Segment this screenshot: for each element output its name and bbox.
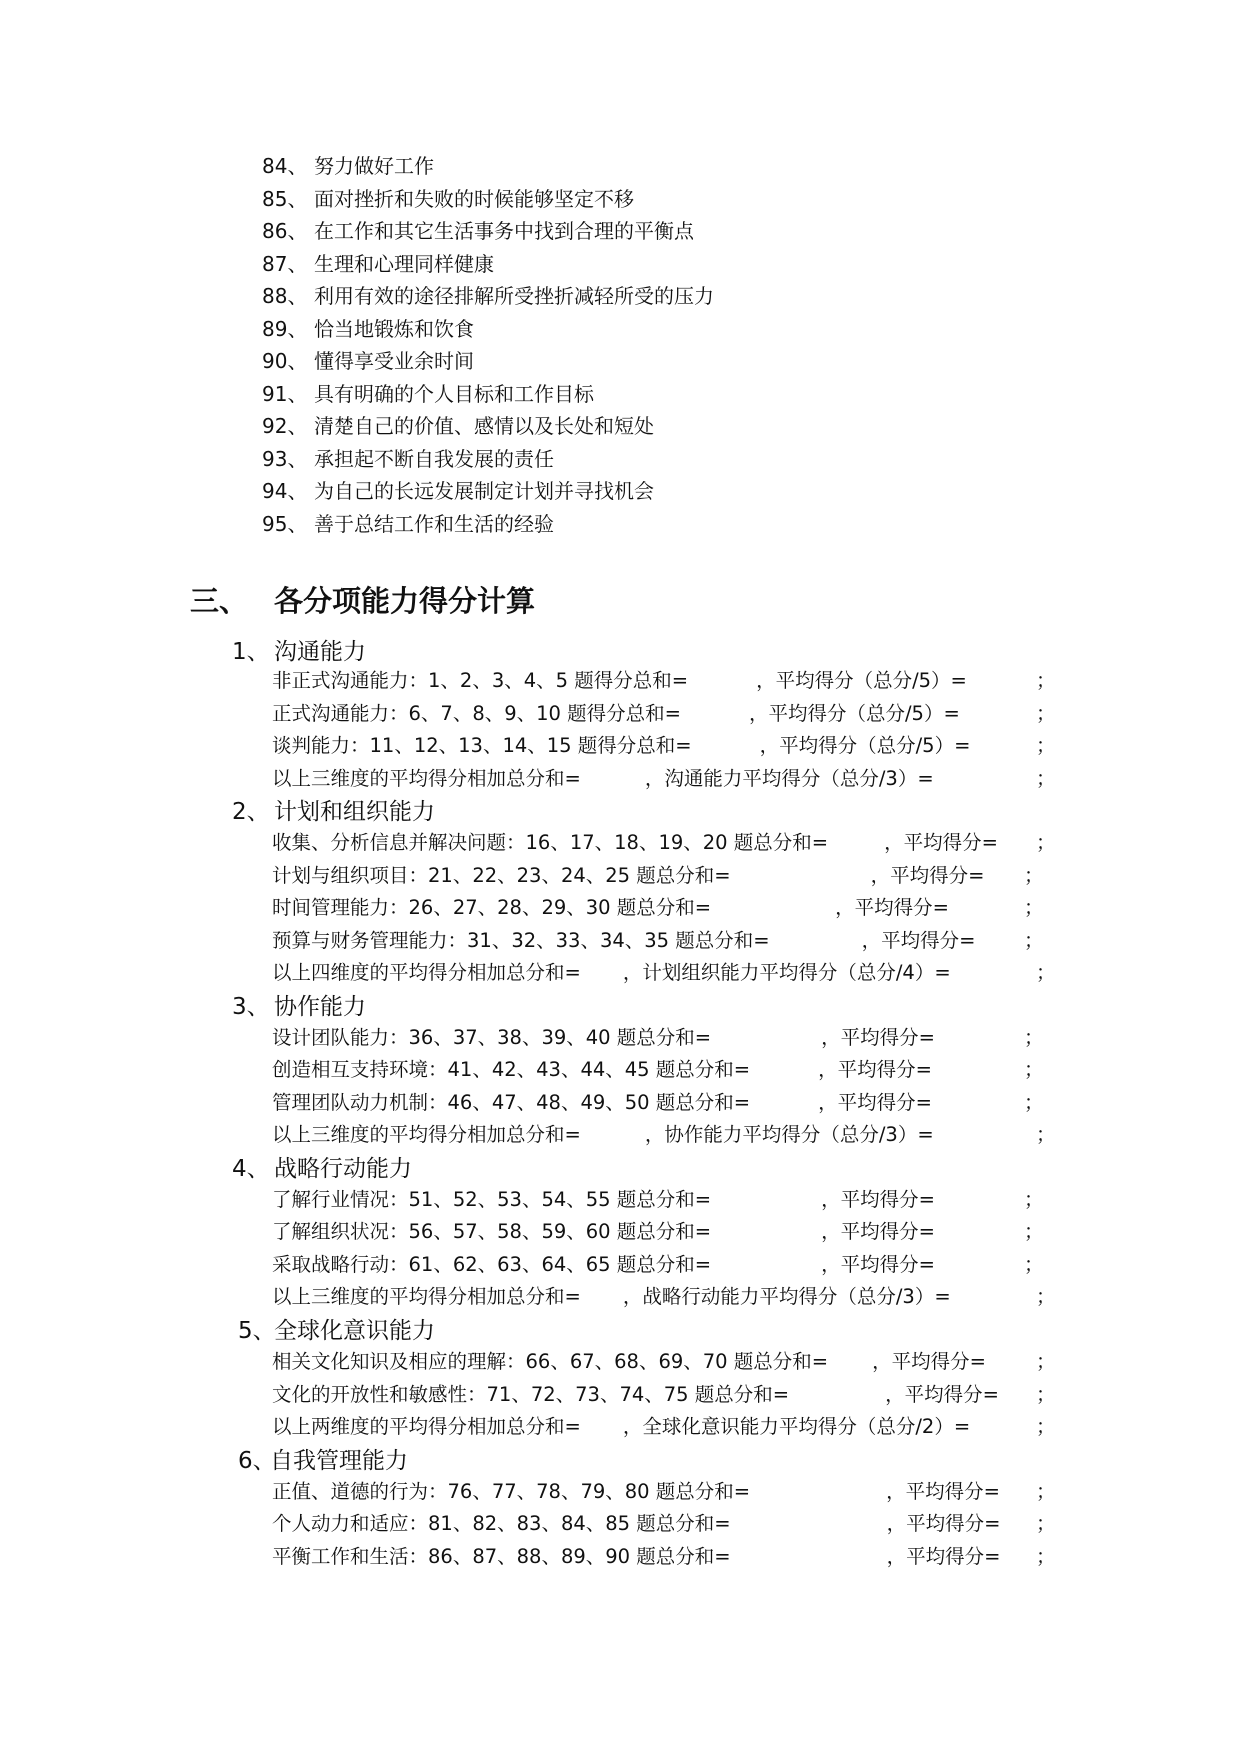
question-item — [262, 414, 654, 438]
question-item — [262, 219, 694, 243]
question-number: 90、 — [262, 349, 308, 373]
score-average-label: ，协作能力平均得分（总分/3）= — [644, 1123, 934, 1146]
score-sum-label: 以上三维度的平均得分相加总分和= — [272, 1123, 581, 1146]
question-text: 为自己的长远发展制定计划并寻找机会 — [314, 479, 654, 503]
subsection-heading — [232, 1155, 412, 1183]
subsection-title: 协作能力 — [274, 994, 366, 1020]
question-number: 94、 — [262, 479, 308, 503]
line-end-semicolon: ； — [1036, 734, 1056, 757]
score-line — [272, 1383, 999, 1407]
score-average-label: ，平均得分（总分/5）= — [748, 702, 960, 725]
score-average-label: ，全球化意识能力平均得分（总分/2）= — [622, 1415, 971, 1438]
score-sum-label: 时间管理能力：26、27、28、29、30 题总分和= — [272, 896, 712, 919]
subsection-number: 6、 — [238, 1448, 276, 1474]
subsection-title: 战略行动能力 — [274, 1156, 412, 1182]
score-line — [272, 1480, 1000, 1504]
line-end-semicolon: ； — [1036, 1512, 1056, 1535]
question-text: 面对挫折和失败的时候能够坚定不移 — [314, 187, 634, 211]
line-end-semicolon: ； — [1036, 1350, 1056, 1373]
question-text: 利用有效的途径排解所受挫折减轻所受的压力 — [314, 284, 714, 308]
line-end-semicolon: ； — [1036, 1480, 1056, 1503]
question-number: 88、 — [262, 284, 308, 308]
question-number: 84、 — [262, 154, 308, 178]
score-sum-label: 相关文化知识及相应的理解：66、67、68、69、70 题总分和= — [272, 1350, 829, 1373]
score-line — [272, 1545, 1000, 1569]
question-text: 在工作和其它生活事务中找到合理的平衡点 — [314, 219, 694, 243]
section-title: 各分项能力得分计算 — [274, 584, 536, 618]
score-sum-label: 创造相互支持环境：41、42、43、44、45 题总分和= — [272, 1058, 751, 1081]
score-line — [272, 702, 960, 726]
score-sum-label: 非正式沟通能力：1、2、3、4、5 题得分总和= — [272, 669, 689, 692]
score-sum-label: 预算与财务管理能力：31、32、33、34、35 题总分和= — [272, 929, 770, 952]
question-number: 89、 — [262, 317, 308, 341]
score-line — [272, 1253, 935, 1277]
score-sum-label: 正式沟通能力：6、7、8、9、10 题得分总和= — [272, 702, 681, 725]
question-item — [262, 284, 714, 308]
score-sum-label: 以上三维度的平均得分相加总分和= — [272, 767, 581, 790]
question-number: 85、 — [262, 187, 308, 211]
score-line — [272, 1415, 970, 1439]
score-line — [272, 1512, 1000, 1536]
score-sum-label: 了解行业情况：51、52、53、54、55 题总分和= — [272, 1188, 712, 1211]
score-average-label: ，平均得分= — [821, 1026, 935, 1049]
subsection-title: 沟通能力 — [274, 639, 366, 665]
score-line — [272, 767, 934, 791]
score-average-label: ，平均得分（总分/5）= — [759, 734, 971, 757]
question-item — [262, 187, 634, 211]
score-average-label: ，平均得分= — [872, 1350, 986, 1373]
subsection-number: 1、 — [232, 639, 270, 665]
score-average-label: ，平均得分= — [870, 864, 985, 887]
score-sum-label: 正值、道德的行为：76、77、78、79、80 题总分和= — [272, 1480, 751, 1503]
score-sum-label: 谈判能力：11、12、13、14、15 题得分总和= — [272, 734, 692, 757]
score-sum-label: 管理团队动力机制：46、47、48、49、50 题总分和= — [272, 1091, 751, 1114]
line-end-semicolon: ； — [1024, 1220, 1044, 1243]
subsection-title: 计划和组织能力 — [274, 799, 435, 825]
score-average-label: ，平均得分= — [884, 831, 998, 854]
score-sum-label: 计划与组织项目：21、22、23、24、25 题总分和= — [272, 864, 731, 887]
score-line — [272, 734, 970, 758]
line-end-semicolon: ； — [1024, 896, 1044, 919]
score-average-label: ，平均得分= — [821, 1188, 935, 1211]
question-text: 生理和心理同样健康 — [314, 252, 494, 276]
line-end-semicolon: ； — [1024, 864, 1044, 887]
score-line — [272, 1026, 935, 1050]
score-average-label: ，平均得分= — [886, 1545, 1001, 1568]
question-number: 95、 — [262, 512, 308, 536]
line-end-semicolon: ； — [1024, 1026, 1044, 1049]
score-sum-label: 采取战略行动：61、62、63、64、65 题总分和= — [272, 1253, 712, 1276]
line-end-semicolon: ； — [1036, 1123, 1056, 1146]
score-line — [272, 1058, 932, 1082]
score-average-label: ，平均得分= — [886, 1480, 1000, 1503]
score-line — [272, 1123, 934, 1147]
score-sum-label: 收集、分析信息并解决问题：16、17、18、19、20 题总分和= — [272, 831, 829, 854]
score-average-label: ，平均得分= — [818, 1058, 932, 1081]
score-sum-label: 以上四维度的平均得分相加总分和= — [272, 961, 581, 984]
line-end-semicolon: ； — [1024, 929, 1044, 952]
score-average-label: ，平均得分= — [835, 896, 949, 919]
score-line — [272, 864, 984, 888]
score-sum-label: 平衡工作和生活：86、87、88、89、90 题总分和= — [272, 1545, 731, 1568]
question-text: 清楚自己的价值、感情以及长处和短处 — [314, 414, 654, 438]
subsection-title: 全球化意识能力 — [274, 1318, 435, 1344]
score-line — [272, 1350, 986, 1374]
subsection-number: 3、 — [232, 994, 270, 1020]
score-line — [272, 831, 998, 855]
question-text: 具有明确的个人目标和工作目标 — [314, 382, 594, 406]
question-item — [262, 154, 434, 178]
question-item — [262, 479, 654, 503]
question-item — [262, 317, 474, 341]
question-number: 93、 — [262, 447, 308, 471]
score-average-label: ，战略行动能力平均得分（总分/3）= — [622, 1285, 951, 1308]
score-average-label: ，平均得分= — [818, 1091, 932, 1114]
section-number: 三、 — [190, 584, 249, 618]
question-item — [262, 349, 474, 373]
line-end-semicolon: ； — [1024, 1188, 1044, 1211]
line-end-semicolon: ； — [1036, 702, 1056, 725]
question-number: 92、 — [262, 414, 308, 438]
score-line — [272, 1285, 951, 1309]
subsection-heading — [232, 638, 366, 666]
question-number: 87、 — [262, 252, 308, 276]
section-heading — [190, 584, 535, 618]
score-sum-label: 以上三维度的平均得分相加总分和= — [272, 1285, 581, 1308]
question-number: 86、 — [262, 219, 308, 243]
score-line — [272, 961, 951, 985]
line-end-semicolon: ； — [1036, 961, 1056, 984]
score-sum-label: 设计团队能力：36、37、38、39、40 题总分和= — [272, 1026, 712, 1049]
score-average-label: ，沟通能力平均得分（总分/3）= — [644, 767, 934, 790]
score-sum-label: 文化的开放性和敏感性：71、72、73、74、75 题总分和= — [272, 1383, 790, 1406]
question-text: 善于总结工作和生活的经验 — [314, 512, 554, 536]
line-end-semicolon: ； — [1024, 1253, 1044, 1276]
score-average-label: ，平均得分= — [886, 1512, 1001, 1535]
question-text: 努力做好工作 — [314, 154, 434, 178]
score-sum-label: 以上两维度的平均得分相加总分和= — [272, 1415, 581, 1438]
subsection-heading — [238, 1447, 408, 1475]
score-average-label: ，平均得分= — [861, 929, 976, 952]
line-end-semicolon: ； — [1024, 1091, 1044, 1114]
score-sum-label: 了解组织状况：56、57、58、59、60 题总分和= — [272, 1220, 712, 1243]
question-item — [262, 252, 494, 276]
subsection-heading — [232, 993, 366, 1021]
score-line — [272, 669, 967, 693]
score-line — [272, 1091, 932, 1115]
line-end-semicolon: ； — [1036, 1383, 1056, 1406]
line-end-semicolon: ； — [1024, 1058, 1044, 1081]
subsection-heading — [232, 798, 435, 826]
line-end-semicolon: ； — [1036, 1545, 1056, 1568]
question-item — [262, 447, 554, 471]
line-end-semicolon: ； — [1036, 767, 1056, 790]
score-line — [272, 896, 949, 920]
score-average-label: ，计划组织能力平均得分（总分/4）= — [622, 961, 951, 984]
question-number: 91、 — [262, 382, 308, 406]
question-text: 承担起不断自我发展的责任 — [314, 447, 554, 471]
score-line — [272, 929, 975, 953]
score-line — [272, 1188, 935, 1212]
line-end-semicolon: ； — [1036, 1415, 1056, 1438]
line-end-semicolon: ； — [1036, 669, 1056, 692]
subsection-title: 自我管理能力 — [270, 1448, 408, 1474]
score-line — [272, 1220, 935, 1244]
question-text: 恰当地锻炼和饮食 — [314, 317, 474, 341]
subsection-number: 4、 — [232, 1156, 270, 1182]
score-sum-label: 个人动力和适应：81、82、83、84、85 题总分和= — [272, 1512, 731, 1535]
subsection-heading — [238, 1317, 435, 1345]
question-item — [262, 382, 594, 406]
question-item — [262, 512, 554, 536]
score-average-label: ，平均得分= — [821, 1253, 935, 1276]
score-average-label: ，平均得分= — [885, 1383, 999, 1406]
score-average-label: ，平均得分（总分/5）= — [756, 669, 967, 692]
line-end-semicolon: ； — [1036, 831, 1056, 854]
line-end-semicolon: ； — [1036, 1285, 1056, 1308]
subsection-number: 5、 — [238, 1318, 276, 1344]
question-text: 懂得享受业余时间 — [314, 349, 474, 373]
subsection-number: 2、 — [232, 799, 270, 825]
score-average-label: ，平均得分= — [821, 1220, 935, 1243]
